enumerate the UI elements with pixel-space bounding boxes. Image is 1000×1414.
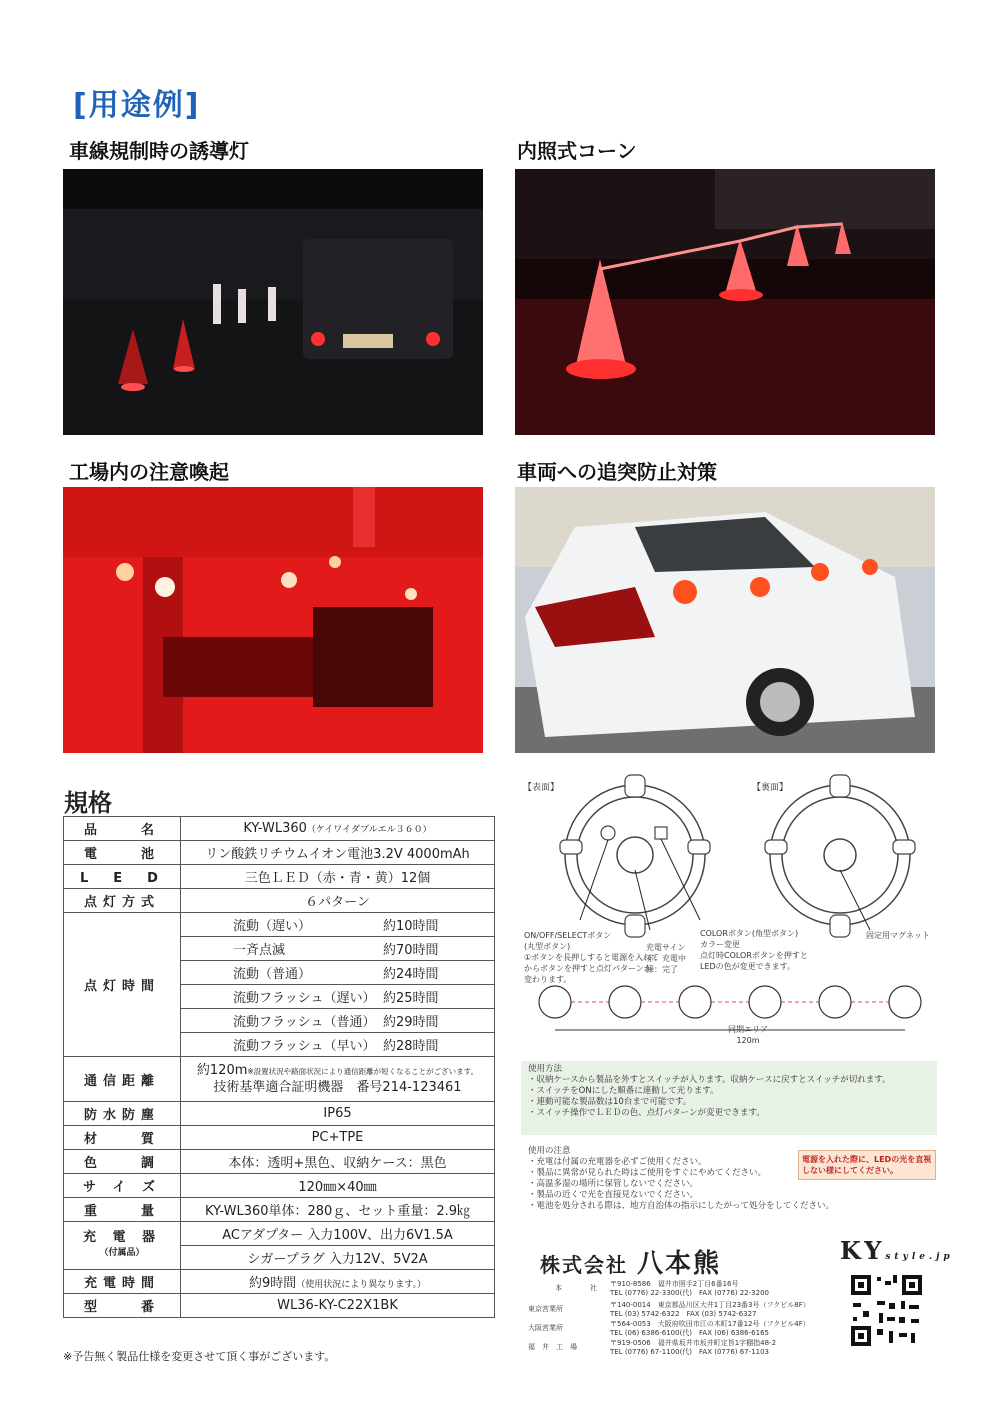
company-name: 株式会社 (540, 1253, 628, 1277)
onoff-label: ON/OFF/SELECTボタン (524, 931, 612, 940)
photo-inner-light-cone (515, 169, 935, 435)
usage-title: 使用方法 (528, 1064, 563, 1074)
company-brand: 八本熊 (636, 1249, 721, 1279)
spec-row-time: 点灯時間 流動（遅い） 約10時間 (64, 913, 495, 937)
spec-row-color: 色 調 本体：透明+黒色、収納ケース：黒色 (64, 1150, 495, 1174)
spec-row-size: サ イ ズ 120㎜×40㎜ (64, 1174, 495, 1198)
photo-lane-guide (63, 169, 483, 435)
spec-row-model: 品 名 KY-WL360（ケイワイダブルエル３６０） (64, 817, 495, 841)
charge-sign-label: 充電サイン (646, 943, 686, 952)
spec-row-mode: 点灯方式 ６パターン (64, 889, 495, 913)
magnet-label: 固定用マグネット (866, 931, 930, 940)
photo-vehicle-rear (515, 487, 935, 753)
spec-title: 規格 (64, 789, 112, 817)
spec-row-material: 材 質 PC+TPE (64, 1126, 495, 1150)
photo-factory-alert (63, 487, 483, 753)
photo-caption-factory: 工場内の注意喚起 (69, 460, 229, 484)
section-title: [用途例] (73, 88, 201, 123)
qr-code[interactable] (849, 1273, 924, 1348)
color-button-label: COLORボタン(角型ボタン) (700, 929, 799, 938)
photo-caption-cone: 内照式コーン (517, 139, 637, 163)
photo-caption-lane: 車線規制時の誘導灯 (69, 139, 249, 163)
spec-row-type: 型 番 WL36-KY-C22X1BK (64, 1294, 495, 1318)
spec-row-charger: 充 電 器 （付属品） ACアダプター 入力100V、出力6V1.5A (64, 1222, 495, 1246)
spec-row-led: L E D 三色ＬＥＤ（赤・青・黄）12個 (64, 865, 495, 889)
caution-warning: 電源を入れた際に、LEDの光を直視しない様にしてください。 (798, 1150, 936, 1180)
spec-table: 品 名 KY-WL360（ケイワイダブルエル３６０） 電 池 リン酸鉄リチウムイオン電池3.2V 4000mAh L E D 三色ＬＥＤ（赤・青・黄）12個 点灯方式 ６パターン 点灯時間 流動（遅い） 約10時間 一斉点滅 約70時間 流動（普通） 約24時間 流動フラッシュ（遅い） 約25時間 流動フラッシュ（普通） 約29時間 流動フラッシュ（早い） 約28時間 通信距離 約120m※設置状況や路面状況により通信距離が短くなることがございます。 技術基準適合証明機器 番号214-123461 防水防塵 IP65 材 質 PC+TPE 色 調 本体：透明+黒色、収納ケース：黒色 サ イ ズ 120㎜×40㎜ 重 量 KY-WL360単体：280ｇ、セット重量：2.9㎏ 充 電 器 （付属品） ACアダプター 入力100V、出力6V1.5A シガープラグ 入力12V、5V2A 充電時間 約9時間（使用状況により異なります。） 型 番 WL36-KY-C22X1BK (63, 816, 495, 1318)
back-label: 【裏面】 (752, 783, 789, 793)
photo-caption-vehicle: 車両への追突防止対策 (517, 460, 717, 484)
spec-row-water: 防水防塵 IP65 (64, 1102, 495, 1126)
spec-row-comm: 通信距離 約120m※設置状況や路面状況により通信距離が短くなることがございます。 技術基準適合証明機器 番号214-123461 (64, 1057, 495, 1102)
spec-row-charge-time: 充電時間 約9時間（使用状況により異なります。） (64, 1270, 495, 1294)
caution-title: 使用の注意 (528, 1146, 571, 1156)
product-diagram (540, 770, 920, 950)
spec-footnote: ※予告無く製品仕様を変更させて頂く事がございます。 (63, 1350, 336, 1363)
front-label: 【表面】 (523, 783, 560, 793)
ky-logo: KY (840, 1236, 886, 1265)
spec-row-weight: 重 量 KY-WL360単体：280ｇ、セット重量：2.9㎏ (64, 1198, 495, 1222)
sync-area-label: 同期エリア (728, 1025, 768, 1034)
spec-row-battery: 電 池 リン酸鉄リチウムイオン電池3.2V 4000mAh (64, 841, 495, 865)
